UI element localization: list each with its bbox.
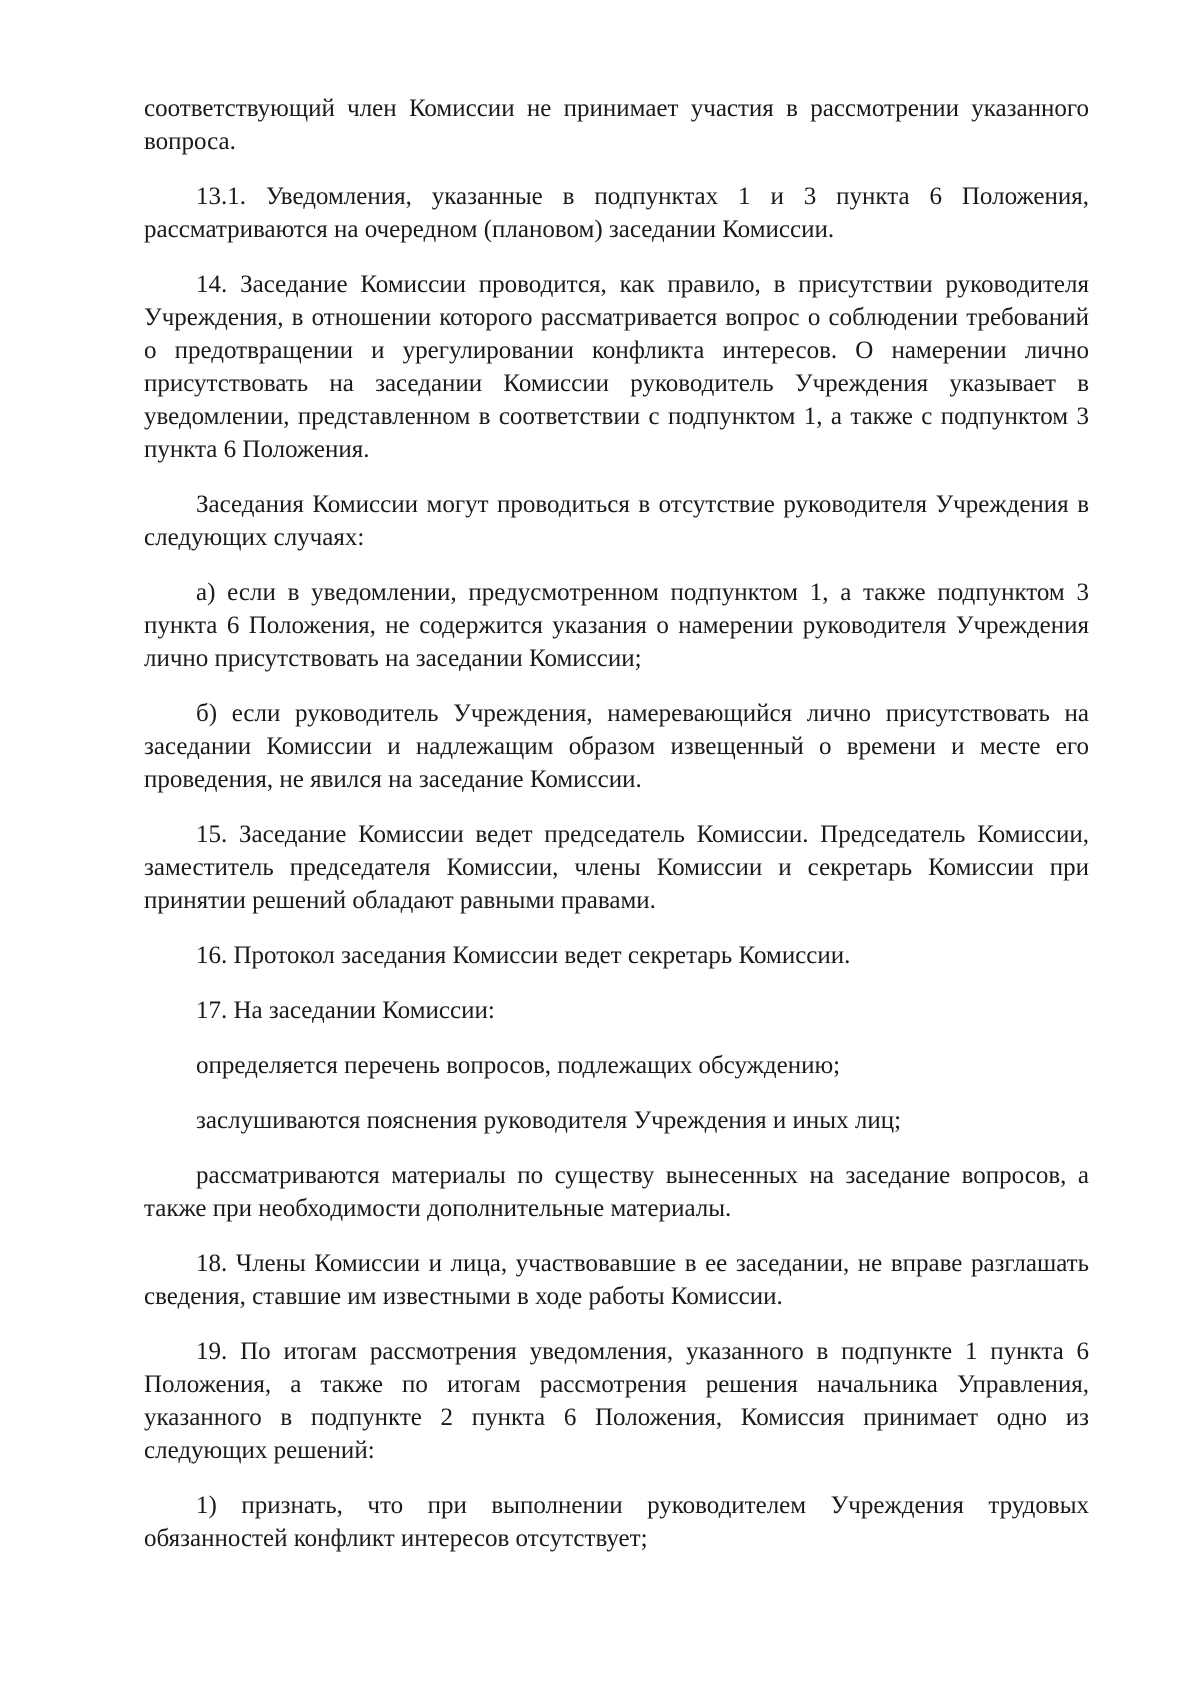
paragraph-absence-cases: Заседания Комиссии могут проводиться в отсутствие руководителя Учреждения в следующих случаях: <box>144 491 1089 551</box>
document-page <box>144 92 1089 1577</box>
paragraph-17: 17. На заседании Комиссии: <box>196 997 495 1024</box>
paragraph-case-b: б) если руководитель Учреждения, намеревающийся лично присутствовать на заседании Комиссии и надлежащим образом извещенный о времени и месте его проведения, не явился на заседание Комиссии. <box>144 700 1089 793</box>
paragraph-case-a: а) если в уведомлении, предусмотренном подпунктом 1, а также подпунктом 3 пункта 6 Положения, не содержится указания о намерении руководителя Учреждения лично присутствовать на заседании Комиссии; <box>144 579 1089 672</box>
paragraph-17-item-2: заслушиваются пояснения руководителя Учреждения и иных лиц; <box>196 1107 902 1134</box>
paragraph-19-item-1: 1) признать, что при выполнении руководителем Учреждения трудовых обязанностей конфликт интересов отсутствует; <box>144 1492 1089 1552</box>
paragraph-16: 16. Протокол заседания Комиссии ведет секретарь Комиссии. <box>196 942 851 969</box>
paragraph-17-item-1: определяется перечень вопросов, подлежащих обсуждению; <box>196 1052 841 1079</box>
paragraph-15: 15. Заседание Комиссии ведет председатель Комиссии. Председатель Комиссии, заместитель председателя Комиссии, члены Комиссии и секретарь Комиссии при принятии решений обладают равными правами. <box>144 821 1089 914</box>
paragraph-continuation: соответствующий член Комиссии не принимает участия в рассмотрении указанного вопроса. <box>144 95 1089 155</box>
paragraph-19: 19. По итогам рассмотрения уведомления, указанного в подпункте 1 пункта 6 Положения, а также по итогам рассмотрения решения начальника Управления, указанного в подпункте 2 пункта 6 Положения, Комиссия принимает одно из следующих решений: <box>144 1338 1089 1464</box>
paragraph-17-item-3: рассматриваются материалы по существу вынесенных на заседание вопросов, а также при необходимости дополнительные материалы. <box>144 1162 1089 1222</box>
paragraph-14: 14. Заседание Комиссии проводится, как правило, в присутствии руководителя Учреждения, в отношении которого рассматривается вопрос о соблюдении требований о предотвращении и урегулировании конфликта интересов. О намерении лично присутствовать на заседании Комиссии руководитель Учреждения указывает в уведомлении, представленном в соответствии с подпунктом 1, а также с подпунктом 3 пункта 6 Положения. <box>144 271 1089 463</box>
paragraph-18: 18. Члены Комиссии и лица, участвовавшие в ее заседании, не вправе разглашать сведения, ставшие им известными в ходе работы Комиссии. <box>144 1250 1089 1310</box>
paragraph-13-1: 13.1. Уведомления, указанные в подпунктах 1 и 3 пункта 6 Положения, рассматриваются на очередном (плановом) заседании Комиссии. <box>144 183 1089 243</box>
